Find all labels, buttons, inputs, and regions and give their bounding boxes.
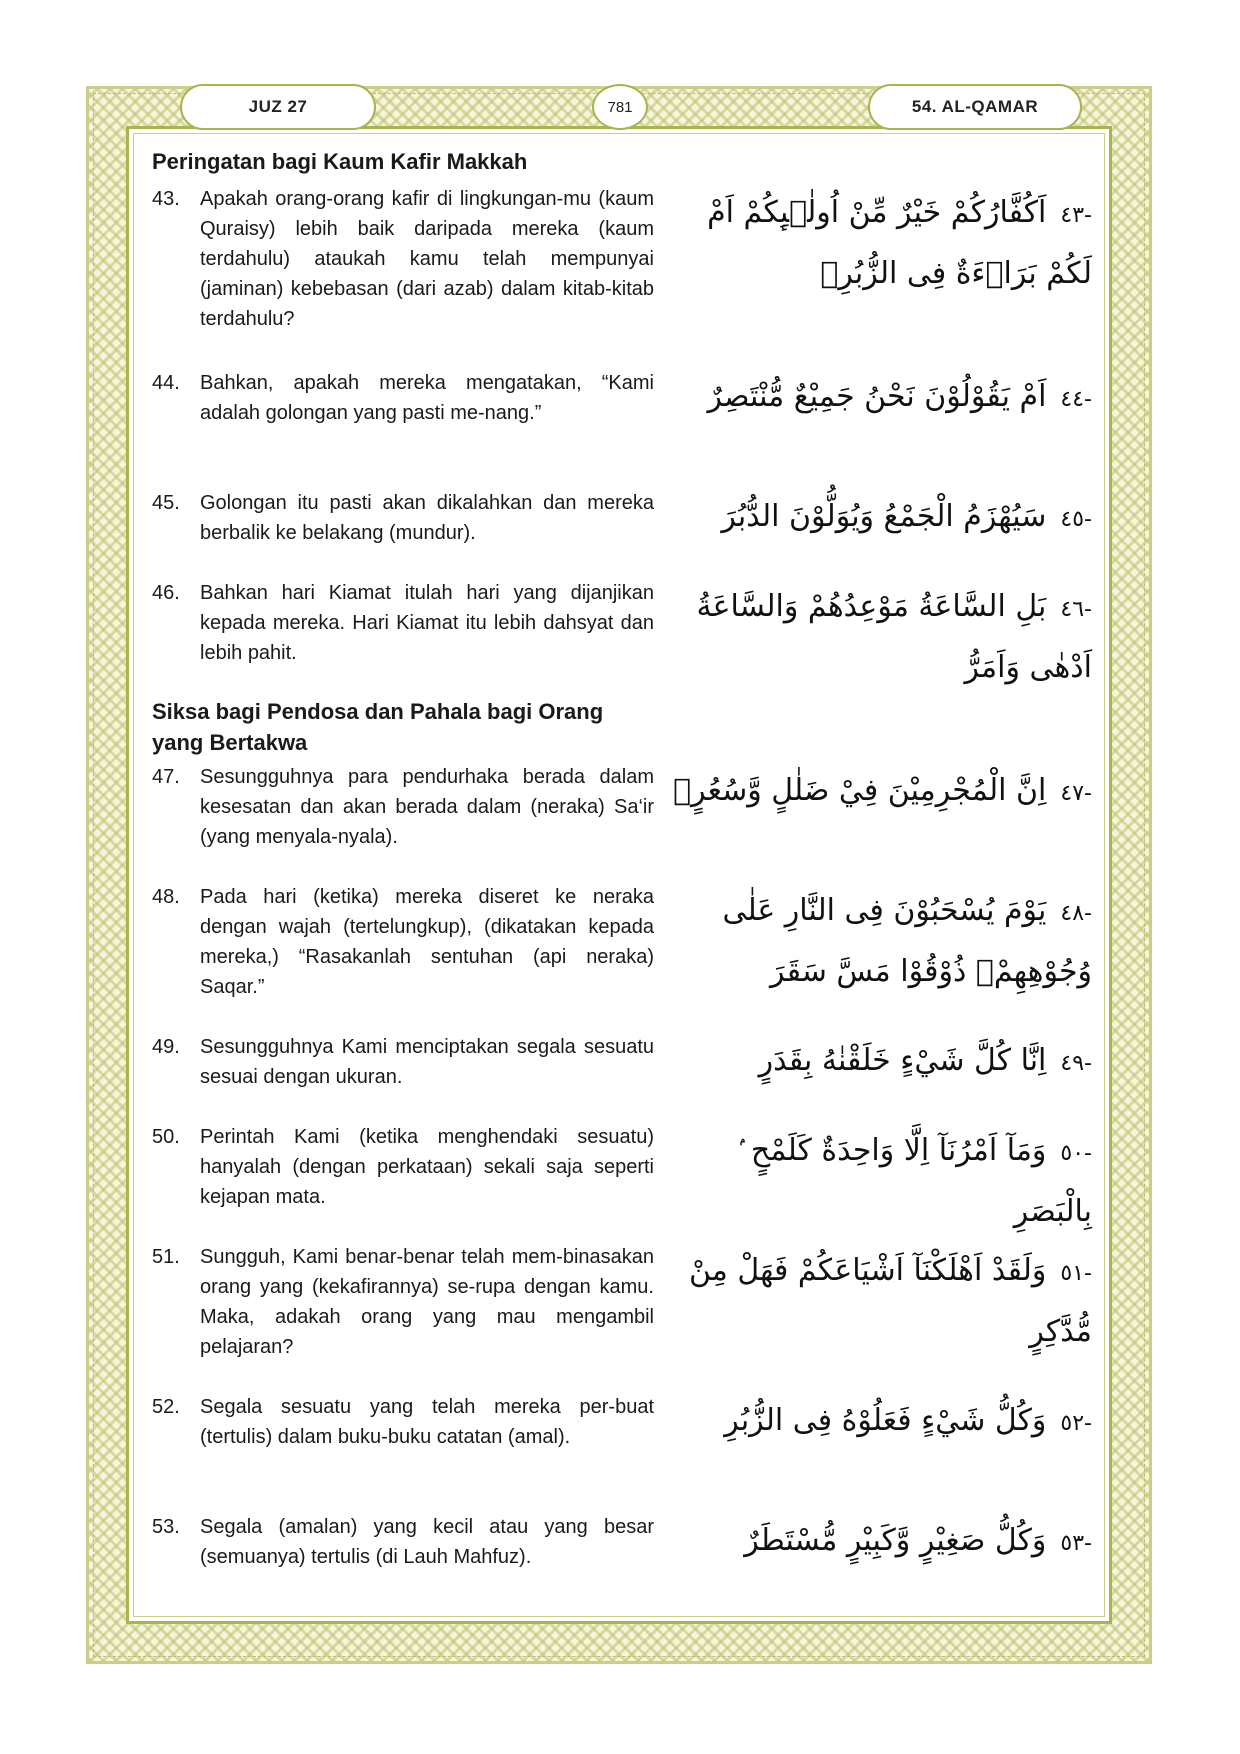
arabic-verse-number: -٤٦ <box>1060 597 1092 622</box>
arabic-verse-number: -٤٧ <box>1060 781 1092 806</box>
verse-number: 48. <box>152 886 180 908</box>
arabic-verse-number: -٤٤ <box>1060 387 1092 412</box>
arabic-text: اِنَّا كُلَّ شَيْءٍ خَلَقْنٰهُ بِقَدَرٍ <box>758 1043 1047 1078</box>
verse-arabic <box>662 368 1092 429</box>
verse-arabic <box>662 1512 1092 1573</box>
arabic-verse-number: -٤٨ <box>1060 901 1092 926</box>
arabic-verse-number: -٥٢ <box>1060 1411 1092 1436</box>
verse-translation: Apakah orang-orang kafir di lingkungan-mu (kaum Quraisy) lebih baik daripada mereka (kaum terdahulu) ataukah kamu telah mempunyai (jaminan) kebebasan (dari azab) dalam kitab-kitab terdahulu? <box>200 188 654 330</box>
page-number: 781 <box>592 84 648 130</box>
arabic-verse-number: -٤٩ <box>1060 1051 1092 1076</box>
surah-label: 54. AL-QAMAR <box>868 84 1082 130</box>
verse-arabic <box>662 1392 1092 1453</box>
arabic-text: بَلِ السَّاعَةُ مَوْعِدُهُمْ وَالسَّاعَةُ اَدْهٰى وَاَمَرُّ <box>696 589 1092 685</box>
verse-number: 44. <box>152 372 180 394</box>
verse-number: 45. <box>152 492 180 514</box>
arabic-text: وَلَقَدْ اَهْلَكْنَآ اَشْيَاعَكُمْ فَهَلْ مِنْ مُّدَّكِرٍ <box>688 1253 1092 1349</box>
verse-translation: Golongan itu pasti akan dikalahkan dan mereka berbalik ke belakang (mundur). <box>200 492 654 544</box>
arabic-verse-number: -٥٣ <box>1060 1531 1092 1556</box>
verse-translation: Perintah Kami (ketika menghendaki sesuatu) hanyalah (dengan perkataan) sekali saja seperti kejapan mata. <box>200 1126 654 1208</box>
verse-translation: Segala sesuatu yang telah mereka per-buat (tertulis) dalam buku-buku catatan (amal). <box>200 1396 654 1448</box>
section-heading: Siksa bagi Pendosa dan Pahala bagi Orang yang Bertakwa <box>152 699 604 755</box>
arabic-text: اِنَّ الْمُجْرِمِيْنَ فِيْ ضَلٰلٍ وَّسُعُرٍۘ <box>673 773 1047 808</box>
verse-number: 46. <box>152 582 180 604</box>
verse-number: 49. <box>152 1036 180 1058</box>
arabic-text: وَمَآ اَمْرُنَآ اِلَّا وَاحِدَةٌ كَلَمْحٍ ۢ بِالْبَصَرِ <box>733 1133 1092 1229</box>
juz-label: JUZ 27 <box>180 84 376 130</box>
verse-arabic <box>662 882 1092 1001</box>
verse-arabic <box>662 1032 1092 1093</box>
verse-translation: Bahkan, apakah mereka mengatakan, “Kami adalah golongan yang pasti me-nang.” <box>200 372 654 424</box>
verse-translation: Bahkan hari Kiamat itulah hari yang dijanjikan kepada mereka. Hari Kiamat itu lebih dahsyat dan lebih pahit. <box>200 582 654 664</box>
verse-number: 53. <box>152 1516 180 1538</box>
verse-translation: Sesungguhnya Kami menciptakan segala sesuatu sesuai dengan ukuran. <box>200 1036 654 1088</box>
verse-arabic <box>662 578 1092 697</box>
verse-number: 51. <box>152 1246 180 1268</box>
verse-translation: Segala (amalan) yang kecil atau yang besar (semuanya) tertulis (di Lauh Mahfuz). <box>200 1516 654 1568</box>
arabic-verse-number: -٥١ <box>1060 1261 1092 1286</box>
verse-number: 52. <box>152 1396 180 1418</box>
arabic-text: وَكُلُّ شَيْءٍ فَعَلُوْهُ فِى الزُّبُرِ <box>724 1403 1047 1438</box>
arabic-verse-number: -٤٥ <box>1060 507 1092 532</box>
arabic-text: يَوْمَ يُسْحَبُوْنَ فِى النَّارِ عَلٰى وُجُوْهِهِمْۗ ذُوْقُوْا مَسَّ سَقَرَ <box>722 893 1092 989</box>
verse-number: 43. <box>152 188 180 210</box>
verse-number: 50. <box>152 1126 180 1148</box>
verse-translation: Sesungguhnya para pendurhaka berada dalam kesesatan dan akan berada dalam (neraka) Sa‘ir (yang menyala-nyala). <box>200 766 654 848</box>
verse-translation: Sungguh, Kami benar-benar telah mem-binasakan orang yang (kekafirannya) se-rupa dengan kamu. Maka, adakah orang yang mau mengambil pelajaran? <box>200 1246 654 1358</box>
arabic-verse-number: -٤٣ <box>1060 203 1092 228</box>
verse-number: 47. <box>152 766 180 788</box>
verse-translation: Pada hari (ketika) mereka diseret ke neraka dengan wajah (tertelungkup), (dikatakan kepada mereka,) “Rasakanlah sentuhan (api neraka) Saqar.” <box>200 886 654 998</box>
verse-arabic <box>662 184 1092 303</box>
arabic-verse-number: -٥٠ <box>1060 1141 1092 1166</box>
verse-arabic <box>662 488 1092 549</box>
verse-arabic <box>662 1122 1092 1241</box>
arabic-text: اَكُفَّارُكُمْ خَيْرٌ مِّنْ اُولٰۤىِٕكُمْ اَمْ لَكُمْ بَرَاۤءَةٌ فِى الزُّبُرِۚ <box>707 195 1092 291</box>
verse-arabic <box>662 762 1092 823</box>
arabic-text: اَمْ يَقُوْلُوْنَ نَحْنُ جَمِيْعٌ مُّنْتَصِرٌ <box>707 379 1047 414</box>
section-heading: Peringatan bagi Kaum Kafir Makkah <box>152 149 528 174</box>
arabic-text: وَكُلُّ صَغِيْرٍ وَّكَبِيْرٍ مُّسْتَطَرٌ <box>744 1523 1047 1558</box>
verse-arabic <box>662 1242 1092 1361</box>
arabic-text: سَيُهْزَمُ الْجَمْعُ وَيُوَلُّوْنَ الدُّبُرَ <box>721 499 1047 534</box>
